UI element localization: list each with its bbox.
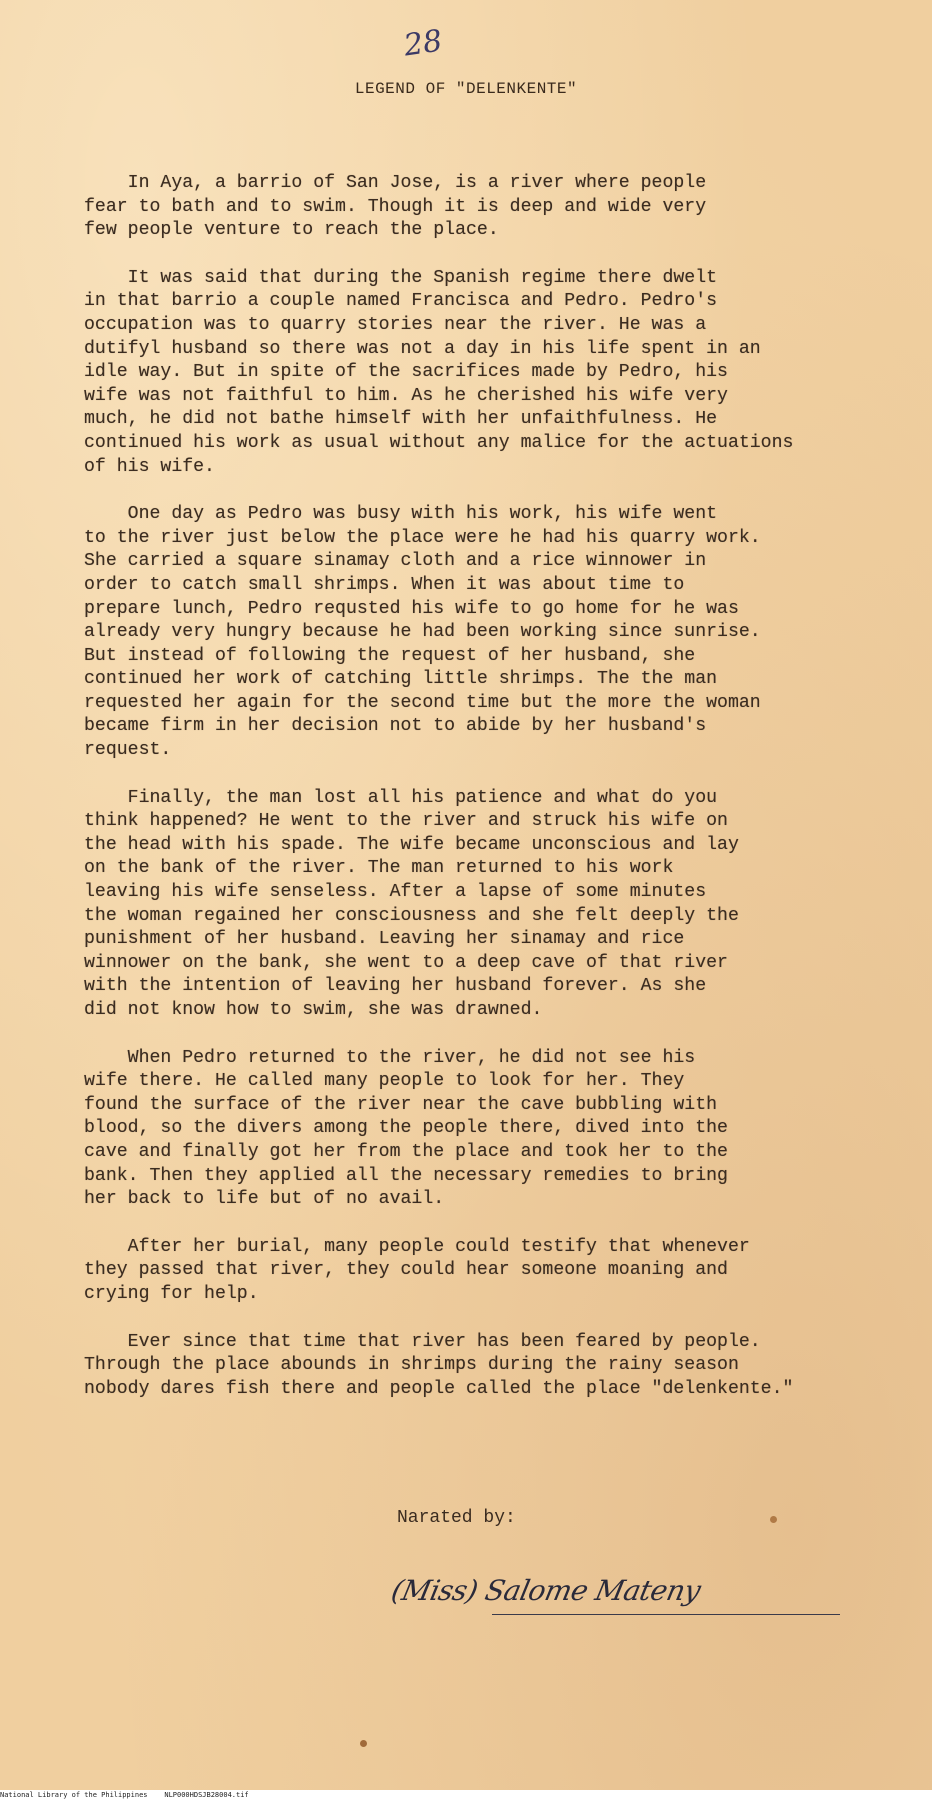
paragraph-3: One day as Pedro was busy with his work, his wife went to the river just below the place were he had his quarry work. She carried a square sinamay cloth and a rice winnower in order to catch small shrimps. When it was about time to prepare lunch, Pedro requsted his wife to go home for he was already very hungry because he had been working since sunrise. But instead of following the request of her husband, she continued her work of catching little shrimps. The the man requested her again for the second time but the more the woman became firm in her decision not to abide by her husband's request.	[84, 504, 761, 761]
paragraph-2: It was said that during the Spanish regime there dwelt in that barrio a couple named Francisca and Pedro. Pedro's occupation was to quarry stories near the river. He was a dutifyl husband so there was not a day in his life spent in an idle way. But in spite of the sacrifices made by Pedro, his wife was not faithful to him. As he cherished his wife very much, he did not bathe himself with her unfaithfulness. He continued his work as usual without any malice for the actuations of his wife.	[84, 267, 794, 477]
paragraph-7: Ever since that time that river has been feared by people. Through the place abounds in shrimps during the rainy season nobody dares fish there and people called the place "delenkente."	[84, 1331, 794, 1399]
page-number: 28	[401, 23, 445, 64]
paragraph-1: In Aya, a barrio of San Jose, is a river where people fear to bath and to swim. Though it is deep and wide very few people venture to reach the place.	[84, 173, 707, 241]
narrated-by-label: Narated by:	[397, 1508, 516, 1528]
ink-spot	[360, 1740, 367, 1747]
document-body	[84, 172, 874, 1425]
ink-spot	[770, 1516, 777, 1523]
document-title: LEGEND OF "DELENKENTE"	[354, 80, 578, 98]
signature-line	[492, 1614, 840, 1615]
paragraph-6: After her burial, many people could testify that whenever they passed that river, they could hear someone moaning and crying for help.	[84, 1236, 750, 1304]
handwritten-signature: (Miss) Salome Mateny	[388, 1574, 704, 1607]
signature-block	[388, 1568, 852, 1624]
archive-footer: National Library of the Philippines NLP000HDSJB28004.tif	[0, 1790, 932, 1800]
paragraph-5: When Pedro returned to the river, he did not see his wife there. He called many people to look for her. They found the surface of the river near the cave bubbling with blood, so the divers among the people there, dived into the cave and finally got her from the place and took her to the bank. Then they applied all the necessary remedies to bring her back to life but of no avail.	[84, 1047, 728, 1210]
paragraph-4: Finally, the man lost all his patience and what do you think happened? He went to the river and struck his wife on the head with his spade. The wife became unconscious and lay on the bank of the river. The man returned to his work leaving his wife senseless. After a lapse of some minutes the woman regained her consciousness and she felt deeply the punishment of her husband. Leaving her sinamay and rice winnower on the bank, she went to a deep cave of that river with the intention of leaving her husband forever. As she did not know how to swim, she was drawned.	[84, 787, 739, 1020]
